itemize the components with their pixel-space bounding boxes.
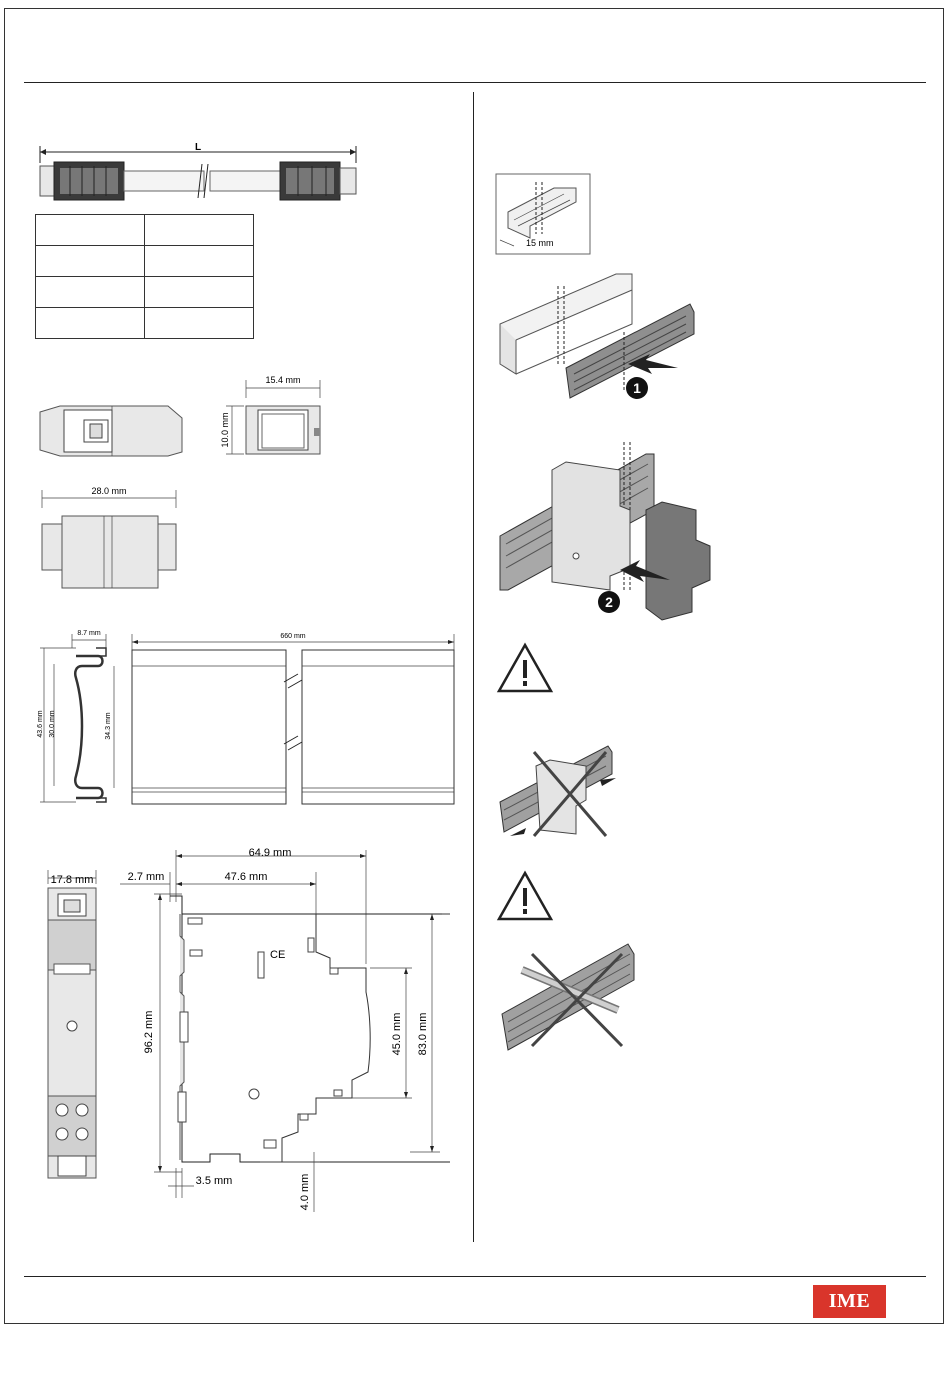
table-cell (145, 308, 254, 339)
rail-cut-detail (494, 172, 592, 256)
cable-length-table (35, 214, 254, 339)
connector-front-view (218, 372, 328, 464)
rail-height-inner-label: 30.0 mm (49, 710, 56, 738)
cut-length-label: 15 mm (526, 238, 554, 248)
header-rule (24, 82, 926, 83)
svg-text:CE: CE (270, 949, 286, 961)
step1-illustration (496, 264, 706, 408)
module-offset-label: 2.7 mm (127, 871, 165, 883)
module-depth-total-label: 64.9 mm (248, 847, 292, 859)
table-cell (145, 277, 254, 308)
connector-top-view (38, 484, 188, 594)
connector-side-view (40, 400, 190, 462)
cable-length-label: L (194, 142, 202, 153)
incorrect-cable-illustration (498, 934, 638, 1064)
rail-lip-label: 8.7 mm (77, 630, 101, 637)
step2-number: 2 (605, 594, 613, 610)
rail-height-outer-label: 43.6 mm (37, 710, 44, 738)
module-height-total-label: 96.2 mm (143, 1010, 155, 1054)
module-width-label: 17.8 mm (50, 874, 94, 886)
connector-length-label: 28.0 mm (91, 486, 127, 496)
cable-drawing (30, 138, 370, 208)
column-divider (473, 92, 474, 1242)
rail-length-drawing (128, 632, 460, 808)
module-rail-gap-label: 4.0 mm (299, 1173, 311, 1211)
step1-number: 1 (633, 380, 641, 396)
module-depth-mid-label: 47.6 mm (224, 871, 268, 883)
rail-profile-drawing (36, 626, 126, 810)
ime-logo: IME (813, 1285, 886, 1318)
table-cell (36, 277, 145, 308)
module-height-body-label: 83.0 mm (417, 1012, 429, 1056)
module-height-front-label: 45.0 mm (391, 1012, 403, 1056)
table-cell (145, 215, 254, 246)
rail-length-label: 660 mm (280, 633, 306, 640)
connector-width-label: 15.4 mm (265, 375, 301, 385)
module-front-view (40, 866, 106, 1186)
table-cell (145, 246, 254, 277)
module-bottom-offset-label: 3.5 mm (195, 1175, 233, 1187)
table-cell (36, 308, 145, 339)
step2-illustration (496, 440, 732, 634)
table-cell (36, 246, 145, 277)
incorrect-removal-illustration (496, 740, 620, 844)
warning-icon-2 (496, 870, 554, 922)
table-cell (36, 215, 145, 246)
module-side-view (120, 842, 460, 1212)
warning-icon-1 (496, 642, 554, 694)
connector-height-label: 10.0 mm (220, 412, 230, 448)
rail-height-channel-label: 34.3 mm (105, 712, 112, 740)
footer-rule (24, 1276, 926, 1277)
